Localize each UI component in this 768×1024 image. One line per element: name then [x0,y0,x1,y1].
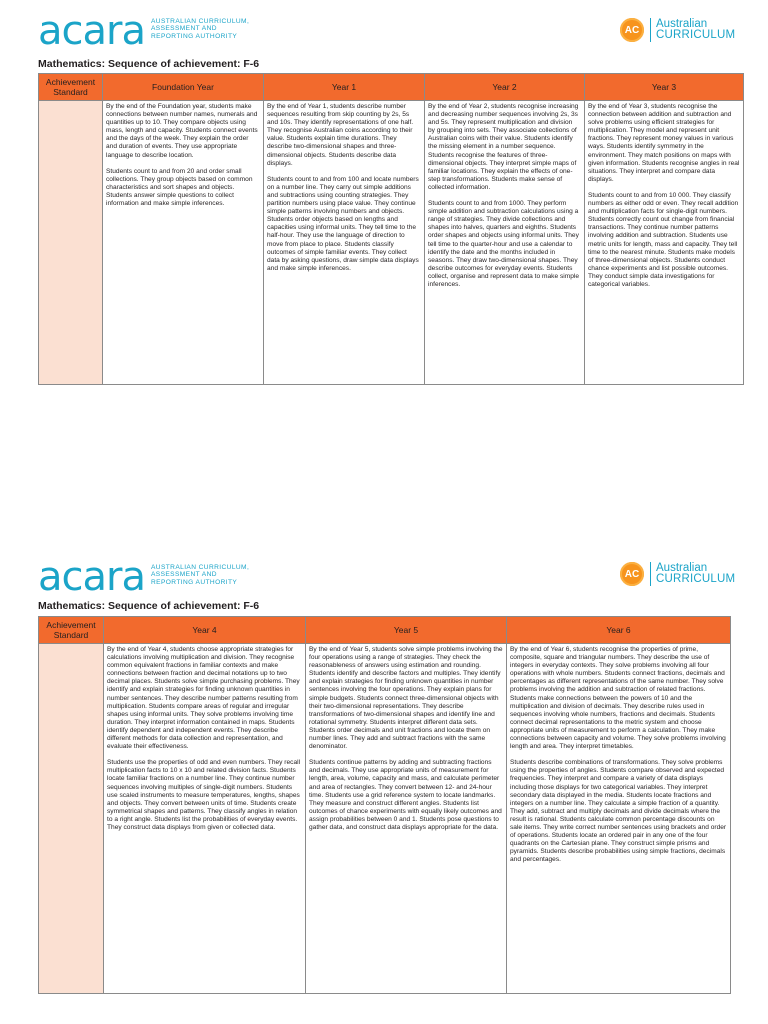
paragraph: By the end of Year 3, students recognise the connection between addition and subtraction and solve problems using efficient strategies for multiplication. They model and represent unit fractions. They represent money values in various ways. Students identify symmetry in the environment. They match positions on maps with given information. Students recognise angles in real situations. They interpret and compare data displays. [588,103,740,183]
achievement-table [38,616,731,994]
acara-tagline-line: AUSTRALIAN CURRICULUM, [150,564,250,571]
column-header-year-1: Year 1 [264,74,425,101]
table-header-row [39,617,731,644]
column-header-year-4: Year 4 [104,617,306,644]
ac-logo-line2: CURRICULUM [656,573,736,585]
ac-logo-text [656,563,735,586]
page-2 [0,552,768,1024]
ac-circle-icon: AC [620,562,644,586]
table-row [39,101,744,385]
year-4-cell [104,644,306,994]
paragraph: Students use the properties of odd and even numbers. They recall multiplication facts to 10 x 10 and related division facts. Students locate familiar fractions on a number line. They continue number sequences involving multiples of single-digit numbers. Students use scaled instruments to measure temperatures, lengths, shapes and objects. They convert between units of time. Students create symmetrical shapes and patterns. They classify angles in relation to a right angle. Students list the probabilities of everyday events. They construct data displays from given or collected data. [107,759,301,831]
acara-logo [38,554,250,600]
logo-divider [650,18,651,42]
ac-logo-line1: Australian [656,561,708,574]
page-title: Mathematics: Sequence of achievement: F-6 [38,58,260,70]
paragraph: By the end of Year 1, students describe number sequences resulting from skip counting by 2s, 5s and 10s. They identify representations of one half. They recognise Australian coins according to their value. Students explain time durations. They describe two-dimensional shapes and three-dimensional objects. Students describe data displays. [267,103,414,167]
column-header-achievement-standard: Achievement Standard [39,617,104,644]
achievement-standard-cell [39,101,103,385]
acara-tagline [151,564,249,586]
acara-wordmark: acara [38,554,145,600]
ac-logo-line1: Australian [656,17,708,30]
paragraph: Students continue patterns by adding and subtracting fractions and decimals. They use appropriate units of measurement for length, area, volume, capacity and mass, and calculate perimeter and area of rectangles. They convert between 12- and 24-hour time. Students use a grid reference system to locate landmarks. They measure and construct different angles. Students list outcomes of chance experiments with equally likely outcomes and assign probabilities between 0 and 1. Students pose questions to gather data, and construct data displays appropriate for the data. [309,759,502,831]
column-header-year-6: Year 6 [507,617,731,644]
australian-curriculum-logo [620,18,735,42]
paragraph: Students describe combinations of transformations. They solve problems using the properties of angles. Students compare observed and expected frequencies. They interpret and compare a variety of data displays including those displays for two categorical variables. They interpret secondary data displayed in the media. Students locate fractions and integers on a number line. They calculate a simple fraction of a quantity. They add, subtract and multiply decimals and divide decimals where the result is rational. Students calculate common percentage discounts on sale items. They write correct number sentences using brackets and order of operations. Students locate an ordered pair in any one of the four quadrants on the Cartesian plane. They construct simple prisms and pyramids. Students describe probabilities using simple fractions, decimals and percentages. [510,759,727,864]
paragraph: By the end of Year 4, students choose appropriate strategies for calculations involving multiplication and division. They recognise common equivalent fractions in familiar contexts and make connections between fraction and decimal notations up to two decimal places. Students solve simple purchasing problems. They identify and explain strategies for finding unknown quantities in number sentences. They describe number patterns resulting from multiplication. Students compare areas of regular and irregular shapes using informal units. They solve problems involving time duration. They interpret information contained in maps. Students identify dependent and independent events. They describe different methods for data collection and representation, and evaluate their effectiveness. [107,646,300,751]
ac-circle-icon: AC [620,18,644,42]
table-header-row [39,74,744,101]
column-header-year-2: Year 2 [425,74,585,101]
table-row [39,644,731,994]
paragraph: Students count to and from 1000. They perform simple addition and subtraction calculations using a range of strategies. They divide collections and shapes into halves, quarters and eighths. Students order shapes and objects using informal units. They tell time to the quarter-hour and use a calendar to identify the date and the months included in seasons. They draw two-dimensional shapes. They describe outcomes for everyday events. Students collect, organise and represent data to make simple inferences. [428,200,580,288]
ac-logo-text [656,19,735,42]
foundation-cell [103,101,264,385]
year-1-cell [264,101,425,385]
acara-tagline-line: REPORTING AUTHORITY [150,32,238,40]
acara-tagline-line: REPORTING AUTHORITY [150,578,238,586]
australian-curriculum-logo [620,562,735,586]
year-5-cell [306,644,507,994]
ac-logo-line2: CURRICULUM [656,29,736,41]
paragraph: Students count to and from 20 and order small collections. They group objects based on common characteristics and sort shapes and objects. Students answer simple questions to collect information and make simple inferences. [106,167,253,208]
column-header-year-5: Year 5 [306,617,507,644]
page-1 [0,0,768,490]
paragraph: By the end of Year 2, students recognise increasing and decreasing number sequences involving 2s, 3s and 5s. They represent multiplication and division by grouping into sets. They associate collections of Australian coins with their value. Students identify the missing element in a number sequence. Students recognise the features of three-dimensional objects. They interpret simple maps of familiar locations. They explain the effects of one-step transformations. Students make sense of collected information. [428,103,579,191]
logo-divider [650,562,651,586]
paragraph: Students count to and from 100 and locate numbers on a number line. They carry out simple additions and subtractions using counting strategies. They partition numbers using place value. They continue simple patterns involving numbers and objects. Students order objects based on lengths and capacities using informal units. They tell time to the half-hour. They use the language of direction to move from place to place. Students classify outcomes of simple familiar events. They collect data by asking questions, draw simple data displays and make simple inferences. [267,175,419,272]
acara-wordmark: acara [38,8,145,54]
achievement-table [38,73,744,385]
page-title: Mathematics: Sequence of achievement: F-6 [38,600,260,612]
column-header-year-3: Year 3 [585,74,744,101]
paragraph: Students count to and from 10 000. They classify numbers as either odd or even. They recall addition and multiplication facts for single-digit numbers. Students correctly count out change from financial transactions. They continue number patterns involving addition and subtraction. Students use metric units for length, mass and capacity. They tell time to the nearest minute. Students make models of three-dimensional objects. Students conduct chance experiments and list possible outcomes. They conduct simple data investigations for categorical variables. [588,191,739,288]
acara-tagline-line: AUSTRALIAN CURRICULUM, [150,18,250,25]
acara-logo [38,8,250,54]
year-2-cell [425,101,585,385]
acara-tagline [151,18,249,40]
year-6-cell [507,644,731,994]
acara-tagline-line: ASSESSMENT AND [150,25,217,33]
column-header-achievement-standard: Achievement Standard [39,74,103,101]
paragraph: By the end of Year 6, students recognise the properties of prime, composite, square and triangular numbers. They describe the use of integers in everyday contexts. They solve problems involving all four operations with whole numbers. Students connect fractions, decimals and percentages as different representations of the same number. They solve problems involving the addition and subtraction of related fractions. Students make connections between the powers of 10 and the multiplication and division of decimals. They describe rules used in sequences involving whole numbers, fractions and decimals. Students connect decimal representations to the metric system and choose appropriate units of measurement to perform a calculation. They make connections between capacity and volume. They solve problems involving length and area. They interpret timetables. [510,646,726,751]
paragraph: By the end of the Foundation year, students make connections between number names, numerals and quantities up to 10. They compare objects using mass, length and capacity. Students connect events and the days of the week. They explain the order and duration of events. They use appropriate language to describe location. [106,103,258,159]
column-header-foundation: Foundation Year [103,74,264,101]
year-3-cell [585,101,744,385]
acara-tagline-line: ASSESSMENT AND [150,571,217,579]
paragraph: By the end of Year 5, students solve simple problems involving the four operations using a range of strategies. They check the reasonableness of answers using estimation and rounding. Students identify and describe factors and multiples. They identify and explain strategies for finding unknown quantities in number sentences involving the four operations. They explain plans for simple budgets. Students connect three-dimensional objects with their two-dimensional representations. They describe transformations of two-dimensional shapes and identify line and rotational symmetry. Students interpret different data sets. Students order decimals and unit fractions and locate them on number lines. They add and subtract fractions with the same denominator. [309,646,503,751]
achievement-standard-cell [39,644,104,994]
